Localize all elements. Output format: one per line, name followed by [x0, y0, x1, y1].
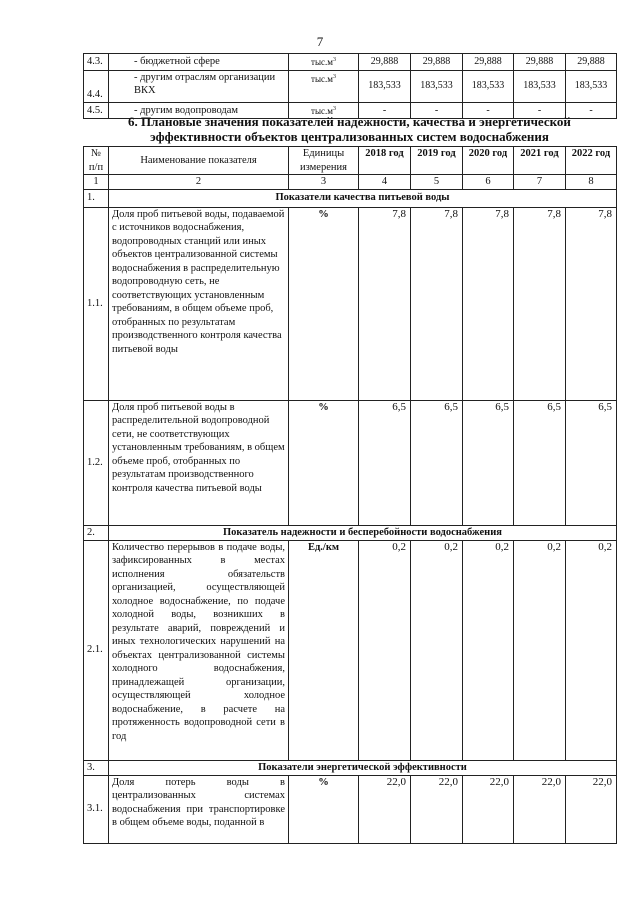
value-cell: 29,888: [411, 54, 463, 71]
section-title: 6. Плановые значения показателей надежности, качества и энергетической эффективности объектов централизованных систем водоснабжения: [128, 114, 571, 144]
value-cell: 0,2: [463, 540, 514, 760]
header-unit: Единицы измерения: [289, 147, 359, 175]
value-cell: -: [411, 102, 463, 119]
section-heading: Показатели качества питьевой воды: [109, 189, 617, 207]
value-cell: 6,5: [463, 400, 514, 525]
header-number: № п/п: [84, 147, 109, 175]
header-year: 2019 год: [411, 147, 463, 175]
value-cell: 7,8: [566, 207, 617, 400]
section-row: [84, 189, 617, 207]
section-heading: Показатели энергетической эффективности: [109, 760, 617, 775]
unit-cell: $тыс.м^3$: [289, 54, 359, 71]
value-cell: 29,888: [566, 54, 617, 71]
value-cell: 183,533: [463, 70, 514, 102]
value-cell: 183,533: [359, 70, 411, 102]
value-cell: 183,533: [411, 70, 463, 102]
value-cell: 0,2: [514, 540, 566, 760]
header-year: 2022 год: [566, 147, 617, 175]
value-cell: 29,888: [463, 54, 514, 71]
indicators-table: [83, 146, 617, 844]
value-cell: 0,2: [411, 540, 463, 760]
unit-cell: Ед./км: [289, 540, 359, 760]
unit-cell: %: [289, 775, 359, 843]
column-number: 8: [566, 175, 617, 190]
table-header-row: [84, 147, 617, 175]
section-row: [84, 525, 617, 540]
value-cell: 29,888: [359, 54, 411, 71]
table-row: [84, 70, 617, 102]
value-cell: 7,8: [359, 207, 411, 400]
unit-cell: $тыс.м^3$: [289, 70, 359, 102]
column-number: 7: [514, 175, 566, 190]
section-row: [84, 760, 617, 775]
indicator-name: Доля проб питьевой воды, подаваемой с источников водоснабжения, водопроводных станций или иных объектов централизованной системы водоснабжения в распределительную водопроводную сеть, не соответствующих установленным требованиям, в общем объеме проб, отобранных по результатам производственного контроля качества питьевой воды: [109, 207, 289, 400]
value-cell: 0,2: [566, 540, 617, 760]
value-cell: -: [359, 102, 411, 119]
header-year: 2021 год: [514, 147, 566, 175]
value-cell: 0,2: [359, 540, 411, 760]
value-cell: 22,0: [359, 775, 411, 843]
indicator-name: - другим водопроводам: [109, 102, 289, 119]
value-cell: 6,5: [411, 400, 463, 525]
row-number: 3.1.: [84, 775, 109, 843]
value-cell: 7,8: [514, 207, 566, 400]
section-number: 3.: [84, 760, 109, 775]
value-cell: -: [463, 102, 514, 119]
value-cell: 6,5: [566, 400, 617, 525]
table-row: [84, 207, 617, 400]
table-row: [84, 775, 617, 843]
indicator-name: Количество перерывов в подаче воды, зафиксированных в местах исполнения обязательств организацией, осуществляющей холодное водоснабжение, по подаче холодной воды, возникших в результате аварий, повреждений и иных технологических нарушений на объектах централизованной системы холодного водоснабжения, принадлежащей организации, осуществляющей холодное водоснабжение, в расчете на протяженность водопроводной сети в год: [109, 540, 289, 760]
indicator-name: - бюджетной сфере: [109, 54, 289, 71]
row-number: 4.5.: [84, 102, 109, 119]
unit-cell: $тыс.м^3$: [289, 102, 359, 119]
value-cell: 22,0: [411, 775, 463, 843]
column-number: 6: [463, 175, 514, 190]
section-number: 1.: [84, 189, 109, 207]
indicator-name: Доля потерь воды в централизованных системах водоснабжения при транспортировке в общем объеме воды, поданной в: [109, 775, 289, 843]
indicator-name: - другим отраслям организации ВКХ: [109, 70, 289, 102]
value-cell: 22,0: [566, 775, 617, 843]
column-numbers-row: [84, 175, 617, 190]
row-number: 4.4.: [84, 70, 109, 102]
value-cell: -: [566, 102, 617, 119]
section-heading: Показатель надежности и бесперебойности водоснабжения: [109, 525, 617, 540]
header-year: 2018 год: [359, 147, 411, 175]
column-number: 1: [84, 175, 109, 190]
value-cell: 29,888: [514, 54, 566, 71]
row-number: 1.2.: [84, 400, 109, 525]
value-cell: 22,0: [463, 775, 514, 843]
value-cell: 7,8: [463, 207, 514, 400]
header-year: 2020 год: [463, 147, 514, 175]
row-number: 2.1.: [84, 540, 109, 760]
column-number: 4: [359, 175, 411, 190]
page-number: 7: [316, 34, 324, 49]
row-number: 1.1.: [84, 207, 109, 400]
value-cell: -: [514, 102, 566, 119]
value-cell: 6,5: [359, 400, 411, 525]
column-number: 3: [289, 175, 359, 190]
value-cell: 183,533: [566, 70, 617, 102]
section-number: 2.: [84, 525, 109, 540]
indicator-name: Доля проб питьевой воды в распределительной водопроводной сети, не соответствующих установленным требованиям, в общем объеме проб, отобранных по результатам производственного контроля качества питьевой воды: [109, 400, 289, 525]
table-row: [84, 400, 617, 525]
value-cell: 6,5: [514, 400, 566, 525]
value-cell: 22,0: [514, 775, 566, 843]
value-cell: 7,8: [411, 207, 463, 400]
header-name: Наименование показателя: [109, 147, 289, 175]
continued-table: [83, 53, 617, 119]
table-row: [84, 54, 617, 71]
value-cell: 183,533: [514, 70, 566, 102]
unit-cell: %: [289, 400, 359, 525]
column-number: 5: [411, 175, 463, 190]
column-number: 2: [109, 175, 289, 190]
row-number: 4.3.: [84, 54, 109, 71]
table-row: [84, 540, 617, 760]
unit-cell: %: [289, 207, 359, 400]
